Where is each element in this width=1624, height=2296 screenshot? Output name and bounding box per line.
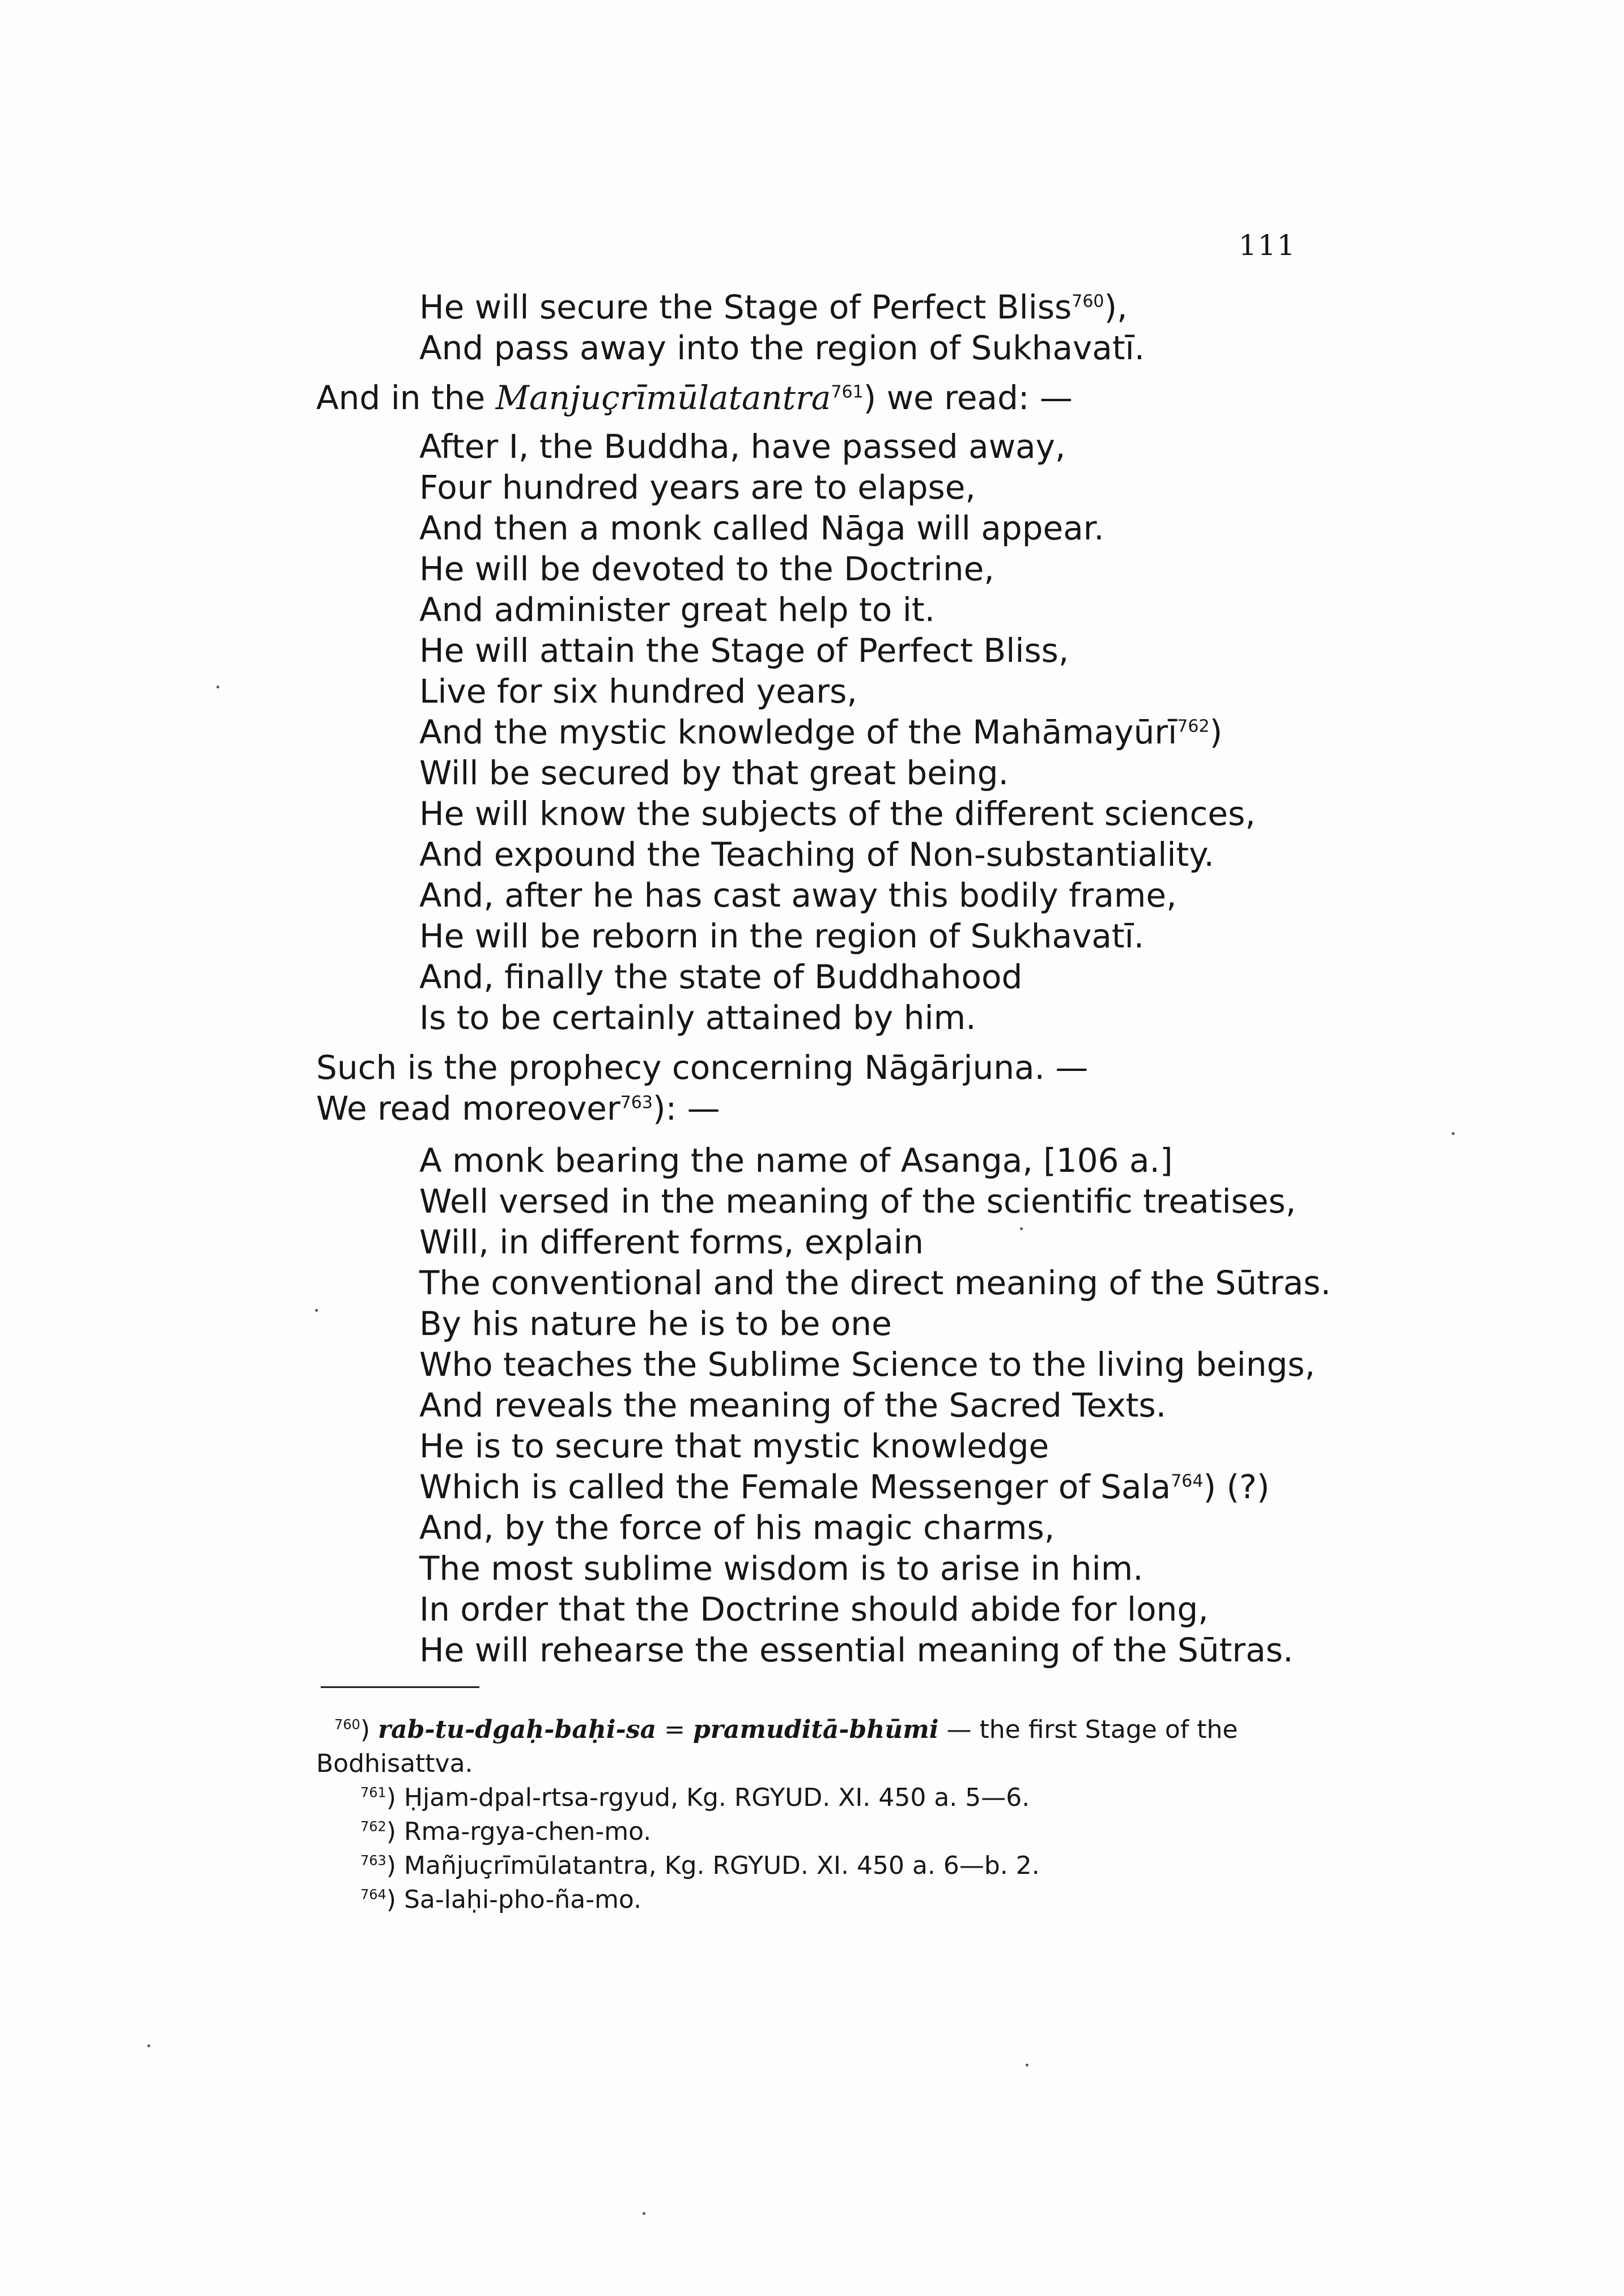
footnote-number: 760 (334, 1716, 360, 1733)
verse-line: And expound the Teaching of Non-substantiality. (419, 835, 1214, 874)
scan-speck (315, 1309, 318, 1312)
scan-speck (1026, 2064, 1028, 2067)
verse-line: He is to secure that mystic knowledge (419, 1427, 1049, 1465)
footnote-continuation: Bodhisattva. (316, 1749, 473, 1778)
verse-line: In order that the Doctrine should abide for long, (419, 1590, 1209, 1629)
verse-line: And reveals the meaning of the Sacred Texts. (419, 1386, 1167, 1425)
verse-line: Which is called the Female Messenger of Sala$^{764}$) (?) (419, 1468, 1270, 1506)
verse-line: By his nature he is to be one (419, 1304, 892, 1343)
prose-line: We read moreover$^{763}$): — (316, 1089, 720, 1128)
footnote-number: 763 (360, 1852, 386, 1869)
verse-line: Four hundred years are to elapse, (419, 468, 976, 507)
verse-line: And the mystic knowledge of the Mahāmayūrī$^{762}$) (419, 713, 1223, 751)
verse-line: The most sublime wisdom is to arise in him. (419, 1549, 1143, 1588)
prose-line: Such is the prophecy concerning Nāgārjuna. — (316, 1048, 1089, 1087)
prose-line: And in the Manjuçrīmūlatantra$^{761}$) we read: — (316, 379, 1073, 417)
verse-line: And administer great help to it. (419, 590, 936, 629)
verse-line: He will secure the Stage of Perfect Bliss$^{760}$), (419, 288, 1128, 326)
verse-line: He will rehearse the essential meaning of the Sūtras. (419, 1631, 1294, 1669)
scan-speck (1020, 1227, 1023, 1230)
verse-line: After I, the Buddha, have passed away, (419, 427, 1066, 466)
verse-line: He will attain the Stage of Perfect Bliss, (419, 631, 1069, 670)
footnote-ref[interactable]: 764 (1171, 1471, 1204, 1491)
footnote-ref[interactable]: 763 (620, 1092, 653, 1113)
verse-line: Well versed in the meaning of the scientific treatises, (419, 1182, 1296, 1221)
footnote-number: 764 (360, 1886, 386, 1903)
footnote-ref[interactable]: 760 (1072, 291, 1104, 312)
footnote: $^{763}$) Mañjuçrīmūlatantra, Kg. RGYUD. XI. 450 a. 6—b. 2. (360, 1851, 1040, 1880)
verse-line: And, by the force of his magic charms, (419, 1508, 1055, 1547)
scan-speck (216, 686, 219, 688)
footnote-number: 761 (360, 1784, 386, 1801)
scan-speck (147, 2044, 150, 2047)
verse-line: Who teaches the Sublime Science to the living beings, (419, 1345, 1315, 1384)
work-title: Manjuçrīmūlatantra (495, 379, 831, 417)
verse-line: And, after he has cast away this bodily frame, (419, 876, 1177, 915)
verse-line: He will be devoted to the Doctrine, (419, 550, 994, 588)
page-number: 111 (1239, 229, 1296, 262)
verse-line: Is to be certainly attained by him. (419, 998, 976, 1037)
scan-speck (643, 2212, 645, 2215)
verse-line: He will be reborn in the region of Sukhavatī. (419, 917, 1145, 955)
verse-line: Will, in different forms, explain (419, 1223, 924, 1261)
footnote: $^{761}$) Ḥjam-dpal-rtsa-rgyud, Kg. RGYUD. XI. 450 a. 5—6. (360, 1783, 1030, 1812)
verse-line: The conventional and the direct meaning of the Sūtras. (419, 1264, 1331, 1302)
verse-line: A monk bearing the name of Asanga, [106 a.] (419, 1141, 1173, 1180)
footnote: $^{760}$) rab-tu-dgaḥ-baḥi-sa = pramuditā-bhūmi — the first Stage of the (334, 1715, 1238, 1744)
footnote-ref[interactable]: 762 (1177, 716, 1210, 737)
footnote-number: 762 (360, 1818, 386, 1835)
footnote: $^{764}$) Sa-laḥi-pho-ña-mo. (360, 1885, 642, 1914)
footnote-ref[interactable]: 761 (831, 382, 864, 402)
verse-line: He will know the subjects of the different sciences, (419, 794, 1256, 833)
verse-line: And then a monk called Nāga will appear. (419, 509, 1104, 547)
scan-speck (1452, 1132, 1455, 1135)
verse-line: Live for six hundred years, (419, 672, 857, 711)
verse-line: Will be secured by that great being. (419, 754, 1009, 792)
verse-line: And, finally the state of Buddhahood (419, 958, 1023, 996)
footnote: $^{762}$) Rma-rgya-chen-mo. (360, 1817, 652, 1846)
verse-line: And pass away into the region of Sukhavatī. (419, 329, 1145, 367)
footnote-divider (321, 1686, 479, 1688)
